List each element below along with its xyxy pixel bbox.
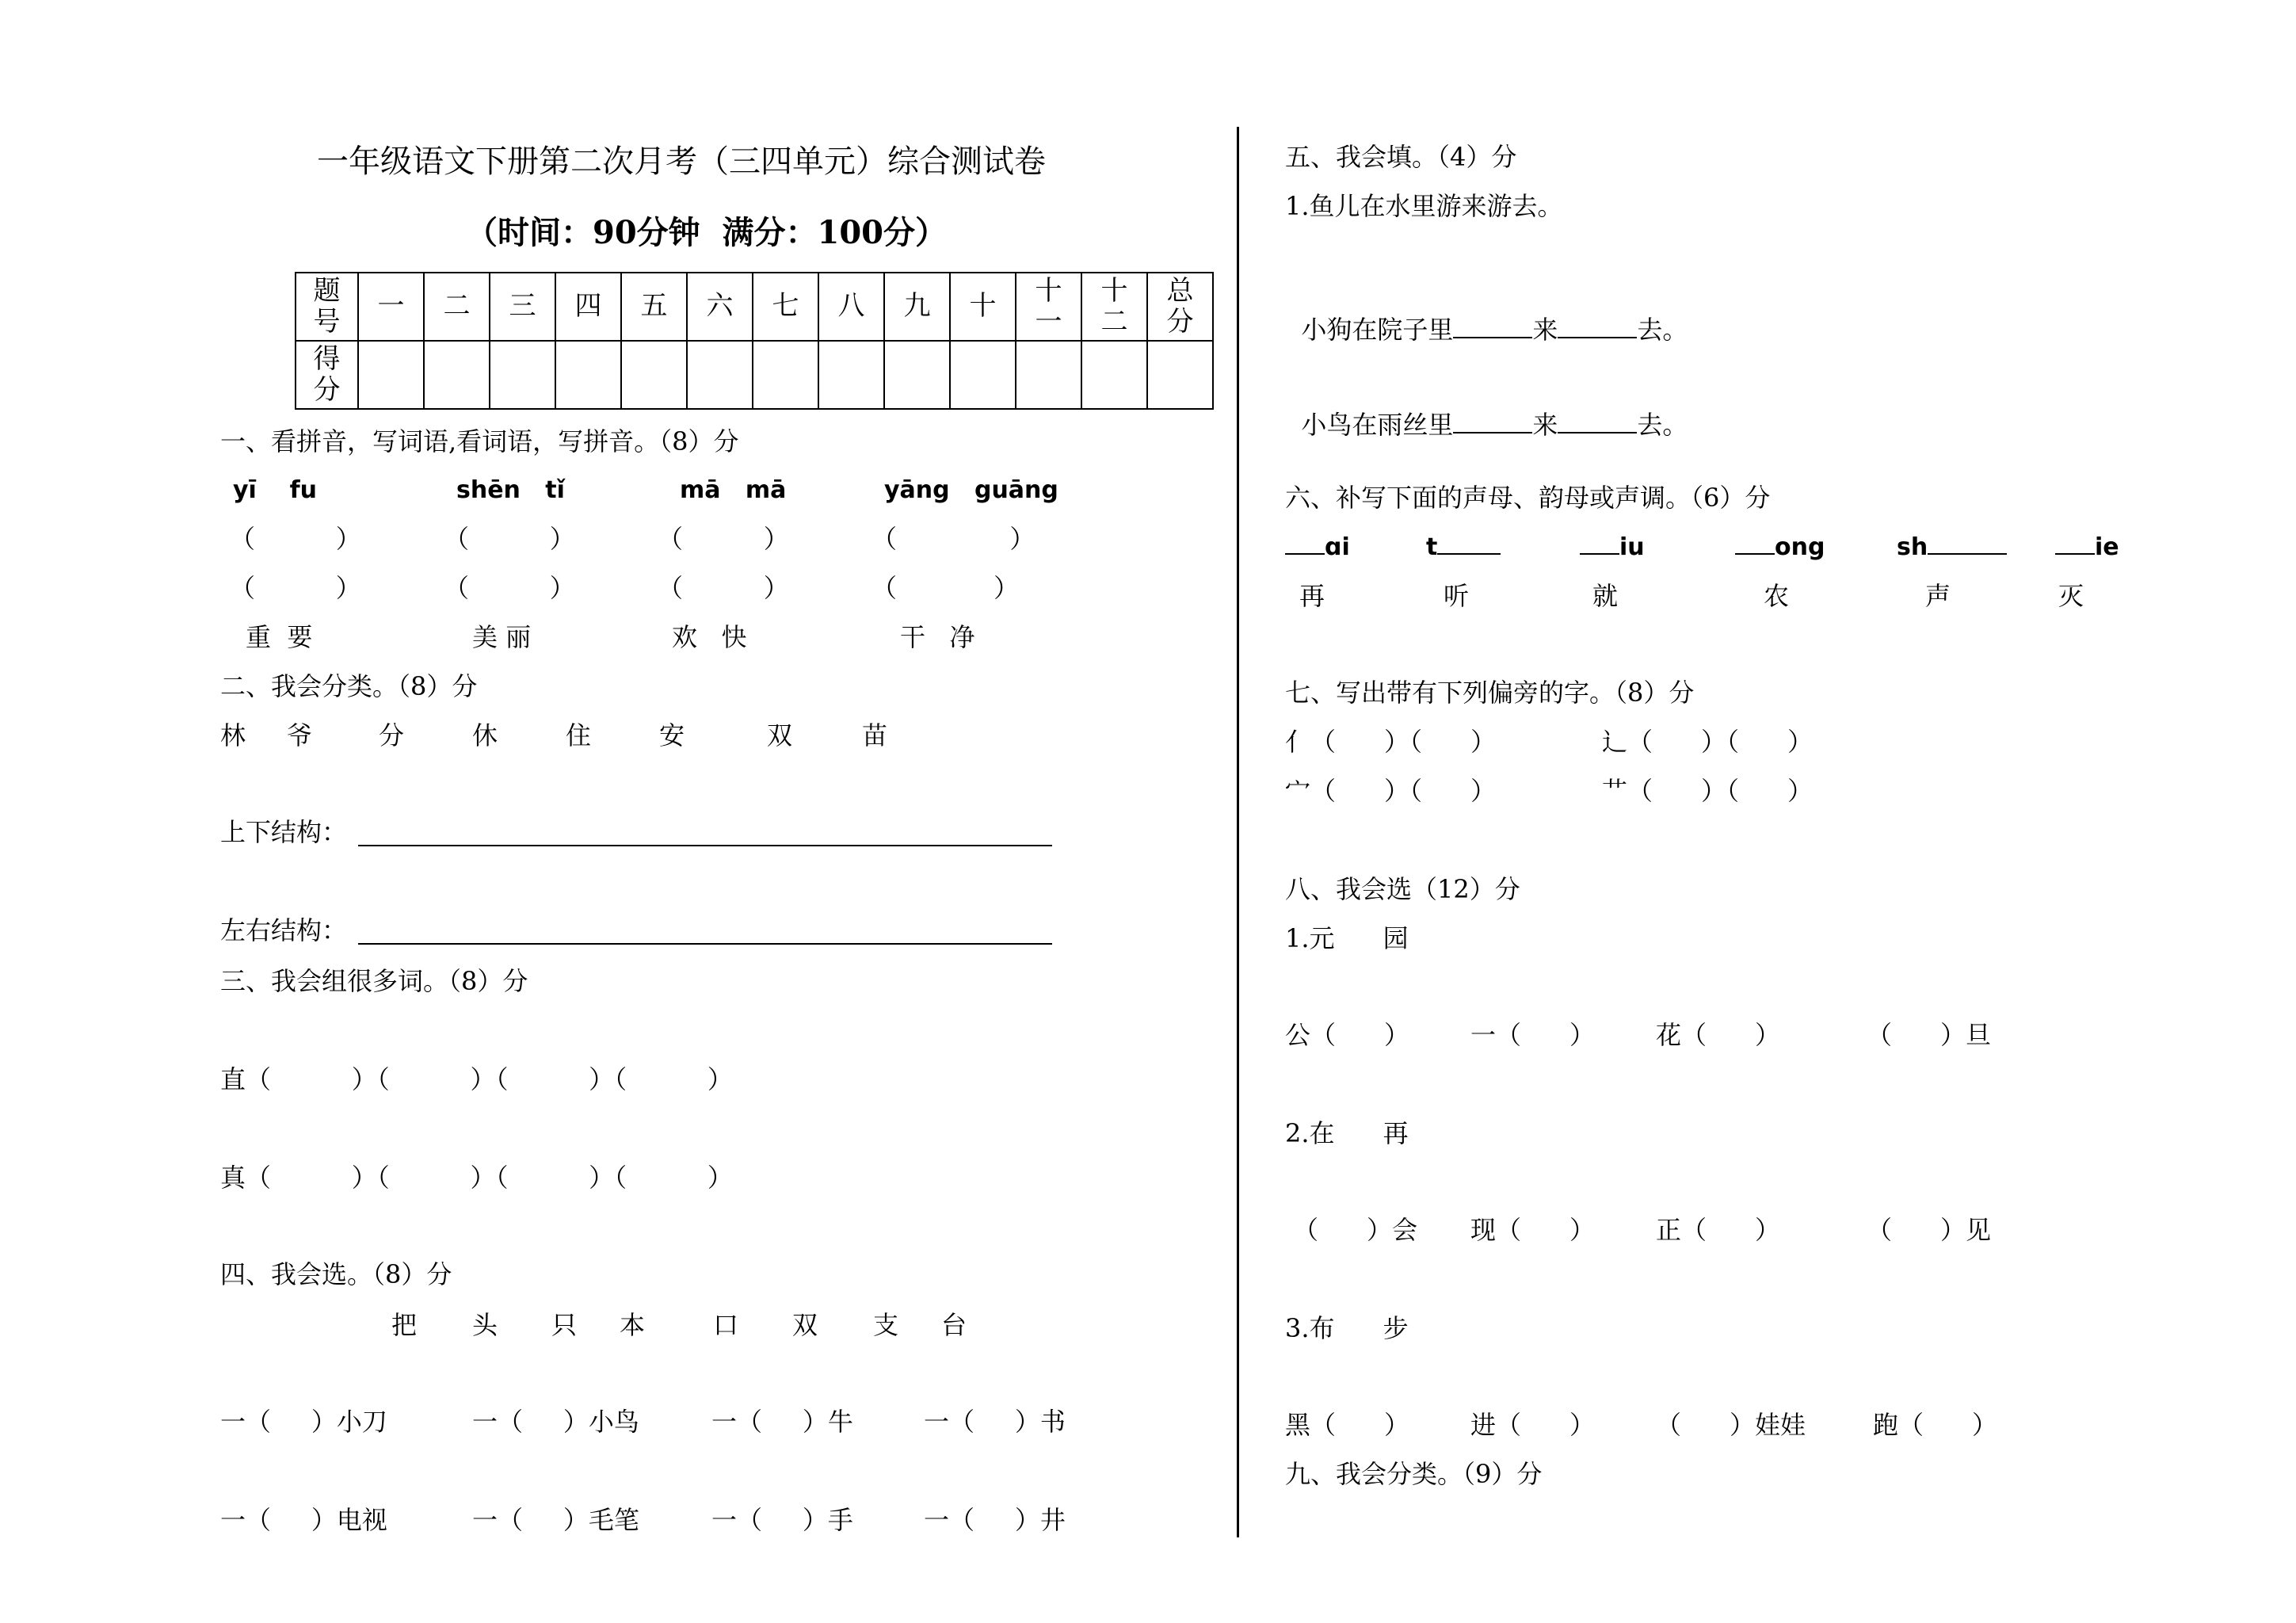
answer-bracket[interactable]: （ ） — [871, 573, 1020, 603]
classify-char: 住 — [566, 720, 592, 750]
structure-label-top-bottom: 上下结构： — [220, 817, 348, 847]
choice-item[interactable]: 进（ ） — [1470, 1410, 1596, 1440]
score-total-bottom: 分 — [1166, 306, 1194, 338]
page-subtitle: （时间：90分钟 满分：100分） — [466, 214, 948, 251]
measure-fill-item[interactable]: 一（ ）毛笔 — [472, 1505, 639, 1535]
pinyin-fill-item — [1897, 533, 2007, 561]
measure-fill-item[interactable]: 一（ ）手 — [711, 1505, 853, 1535]
score-total-top: 总 — [1166, 274, 1194, 307]
classify-char: 爷 — [287, 720, 313, 750]
score-col-12 — [1081, 273, 1147, 341]
choice-title: 3.布 步 — [1285, 1313, 1409, 1343]
pinyin-1: yī fu — [233, 476, 318, 504]
classify-char: 安 — [659, 720, 685, 750]
score-col-3: 三 — [490, 273, 555, 341]
pinyin-fill-text: sh — [1897, 533, 1928, 561]
answer-bracket[interactable]: （ ） — [658, 573, 789, 603]
pinyin-fill-item — [1735, 533, 1825, 561]
section-9-heading: 九、我会分类。（9）分 — [1285, 1459, 1543, 1489]
section-7-heading: 七、写出带有下列偏旁的字。（8）分 — [1285, 678, 1695, 708]
pinyin-4: yāng guāng — [884, 476, 1058, 504]
score-table-head-cell — [296, 273, 358, 341]
measure-fill-item[interactable]: 一（ ）牛 — [711, 1407, 853, 1437]
answer-blank[interactable] — [1558, 431, 1637, 433]
pinyin-fill-text: ong — [1775, 533, 1825, 561]
answer-blank[interactable] — [1453, 336, 1532, 338]
choice-item[interactable]: （ ）娃娃 — [1656, 1410, 1806, 1440]
score-col-12-top: 十 — [1100, 274, 1128, 307]
score-row2-bottom: 分 — [313, 374, 341, 406]
measure-word-option: 台 — [941, 1310, 967, 1340]
score-input-8[interactable] — [818, 341, 884, 409]
pinyin-char: 灭 — [2058, 581, 2084, 611]
measure-fill-item[interactable]: 一（ ）电视 — [220, 1505, 387, 1535]
section-3-heading: 三、我会组很多词。（8）分 — [220, 966, 528, 996]
choice-item[interactable]: （ ）旦 — [1867, 1020, 1992, 1050]
pinyin-char: 声 — [1925, 581, 1951, 611]
answer-bracket[interactable]: （ ） — [871, 524, 1035, 554]
score-input-4[interactable] — [555, 341, 621, 409]
pinyin-fill-item — [2055, 533, 2119, 561]
answer-blank[interactable] — [1453, 431, 1532, 433]
measure-word-option: 本 — [620, 1310, 646, 1340]
answer-blank[interactable] — [1437, 552, 1501, 555]
classify-char: 林 — [220, 720, 246, 750]
score-col-1: 一 — [358, 273, 424, 341]
score-input-12[interactable] — [1081, 341, 1147, 409]
pinyin-fill-text: ie — [2095, 533, 2119, 561]
page-title: 一年级语文下册第二次月考（三四单元）综合测试卷 — [317, 143, 1046, 180]
fill-line-end: 去。 — [1637, 315, 1688, 345]
answer-bracket[interactable]: （ ） — [658, 524, 789, 554]
score-table — [295, 272, 1214, 410]
word-3: 欢 快 — [672, 622, 747, 652]
word-group-line[interactable]: 真（ ）（ ）（ ）（ ） — [220, 1163, 733, 1193]
score-col-10: 十 — [950, 273, 1016, 341]
classify-char: 休 — [472, 720, 498, 750]
pinyin-char: 农 — [1764, 581, 1790, 611]
score-input-5[interactable] — [621, 341, 687, 409]
score-table-header-row — [296, 273, 1213, 341]
score-col-12-bottom: 二 — [1100, 306, 1128, 338]
score-col-11 — [1016, 273, 1081, 341]
choice-item[interactable]: （ ）会 — [1293, 1215, 1418, 1245]
fill-line — [1285, 387, 1688, 440]
measure-word-option: 头 — [472, 1310, 498, 1340]
answer-line[interactable] — [358, 943, 1052, 945]
choice-item[interactable]: 一（ ） — [1470, 1020, 1596, 1050]
measure-word-option: 支 — [873, 1310, 899, 1340]
answer-line[interactable] — [358, 845, 1052, 846]
pinyin-fill-item — [1285, 533, 1350, 561]
answer-blank[interactable] — [2055, 552, 2095, 555]
choice-title: 2.在 再 — [1285, 1118, 1409, 1148]
fill-line-start: 小狗在院子里 — [1301, 315, 1454, 345]
choice-title: 1.元 园 — [1285, 923, 1409, 953]
word-4: 干 净 — [900, 622, 975, 652]
score-col-4: 四 — [555, 273, 621, 341]
pinyin-3: mā mā — [680, 476, 787, 504]
answer-bracket[interactable]: （ ） — [230, 524, 361, 554]
score-col-11-bottom: 一 — [1035, 306, 1062, 338]
fill-line-mid: 来 — [1532, 315, 1558, 345]
pinyin-fill-text: ɑi — [1325, 533, 1350, 561]
score-table-row2-head — [296, 341, 358, 409]
score-input-1[interactable] — [358, 341, 424, 409]
pinyin-fill-text: iu — [1619, 533, 1645, 561]
score-col-11-top: 十 — [1035, 274, 1062, 307]
answer-bracket[interactable]: （ ） — [444, 524, 575, 554]
score-input-11[interactable] — [1016, 341, 1081, 409]
fill-line-mid: 来 — [1532, 410, 1558, 440]
score-table-head-top: 题 — [313, 274, 341, 307]
section-8-heading: 八、我会选（12）分 — [1285, 874, 1520, 904]
choice-item[interactable]: 跑（ ） — [1873, 1410, 1998, 1440]
score-input-2[interactable] — [424, 341, 490, 409]
score-row2-top: 得 — [313, 342, 341, 375]
answer-blank[interactable] — [1735, 552, 1775, 555]
answer-blank[interactable] — [1928, 552, 2007, 555]
choice-item[interactable]: 花（ ） — [1656, 1020, 1781, 1050]
answer-bracket[interactable]: （ ） — [444, 573, 575, 603]
score-input-3[interactable] — [490, 341, 555, 409]
pinyin-fill-text: t — [1426, 533, 1438, 561]
pinyin-char: 就 — [1592, 581, 1619, 611]
score-input-9[interactable] — [884, 341, 950, 409]
word-group-line[interactable]: 直（ ）（ ）（ ）（ ） — [220, 1064, 733, 1094]
fill-example: 1.鱼儿在水里游来游去。 — [1285, 191, 1563, 221]
choice-item[interactable]: 公（ ） — [1285, 1020, 1410, 1050]
score-input-7[interactable] — [753, 341, 818, 409]
pinyin-char: 再 — [1299, 581, 1325, 611]
classify-char: 分 — [379, 720, 405, 750]
score-table-value-row — [296, 341, 1213, 409]
measure-fill-item[interactable]: 一（ ）小刀 — [220, 1407, 387, 1437]
choice-item[interactable]: （ ）见 — [1867, 1215, 1992, 1245]
measure-word-option: 只 — [551, 1310, 578, 1340]
radical-fill-item[interactable]: 宀（ ）（ ） — [1285, 776, 1497, 806]
measure-fill-item[interactable]: 一（ ）书 — [924, 1407, 1066, 1437]
section-1-heading: 一、看拼音，写词语,看词语，写拼音。（8）分 — [220, 426, 739, 456]
score-col-7: 七 — [753, 273, 818, 341]
answer-blank[interactable] — [1285, 552, 1325, 555]
fill-line-end: 去。 — [1637, 410, 1688, 440]
section-4-heading: 四、我会选。（8）分 — [220, 1259, 452, 1289]
classify-char: 苗 — [862, 720, 888, 750]
measure-fill-item[interactable]: 一（ ）小鸟 — [472, 1407, 639, 1437]
score-col-8: 八 — [818, 273, 884, 341]
measure-word-option: 双 — [792, 1310, 818, 1340]
score-col-5: 五 — [621, 273, 687, 341]
score-input-10[interactable] — [950, 341, 1016, 409]
score-col-2: 二 — [424, 273, 490, 341]
choice-item[interactable]: 正（ ） — [1656, 1215, 1781, 1245]
answer-bracket[interactable]: （ ） — [230, 573, 361, 603]
measure-word-option: 把 — [391, 1310, 418, 1340]
pinyin-2: shēn tǐ — [456, 476, 565, 504]
radical-fill-item[interactable]: 艹（ ）（ ） — [1602, 776, 1814, 806]
word-1: 重 要 — [246, 622, 313, 652]
answer-blank[interactable] — [1558, 336, 1637, 338]
choice-item[interactable]: 黑（ ） — [1285, 1410, 1410, 1440]
choice-item[interactable]: 现（ ） — [1470, 1215, 1596, 1245]
fill-line-start: 小鸟在雨丝里 — [1301, 410, 1454, 440]
pinyin-fill-item — [1580, 533, 1645, 561]
score-input-total[interactable] — [1147, 341, 1213, 409]
score-col-total — [1147, 273, 1213, 341]
score-table-head-bottom: 号 — [313, 306, 341, 338]
classify-char: 双 — [767, 720, 793, 750]
pinyin-fill-item — [1426, 533, 1501, 561]
fill-line — [1285, 292, 1688, 345]
section-2-heading: 二、我会分类。（8）分 — [220, 671, 478, 701]
score-input-6[interactable] — [687, 341, 753, 409]
score-col-9: 九 — [884, 273, 950, 341]
pinyin-char: 听 — [1444, 581, 1470, 611]
word-2: 美 丽 — [472, 622, 532, 652]
radical-fill-item[interactable]: 亻（ ）（ ） — [1285, 727, 1497, 757]
section-6-heading: 六、补写下面的声母、韵母或声调。（6）分 — [1285, 483, 1771, 513]
column-divider — [1237, 127, 1239, 1537]
score-col-6: 六 — [687, 273, 753, 341]
measure-fill-item[interactable]: 一（ ）井 — [924, 1505, 1066, 1535]
answer-blank[interactable] — [1580, 552, 1619, 555]
measure-word-option: 口 — [713, 1310, 739, 1340]
radical-fill-item[interactable]: 辶（ ）（ ） — [1602, 727, 1814, 757]
structure-label-left-right: 左右结构： — [220, 915, 348, 945]
section-5-heading: 五、我会填。（4）分 — [1285, 142, 1517, 172]
